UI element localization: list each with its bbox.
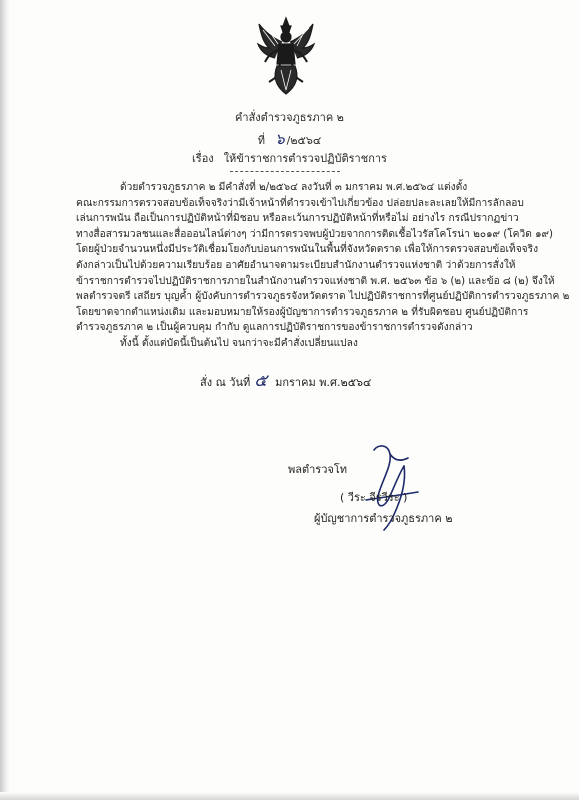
signer-rank: พลตำรวจโท (288, 463, 348, 476)
order-number-year: /๒๕๖๔ (286, 134, 322, 147)
body-line: โดยขาดจากตำแหน่งเดิม และมอบหมายให้รองผู้บัญชาการตำรวจภูธรภาค ๒ ที่รับผิดชอบ ศูนย์ปฏิบัติการ (76, 306, 529, 318)
order-title: คำสั่งตำรวจภูธรภาค ๒ (235, 111, 344, 124)
header-divider (230, 171, 340, 172)
garuda-emblem-icon (255, 16, 317, 98)
body-line-effective: ทั้งนี้ ตั้งแต่บัดนี้เป็นต้นไป จนกว่าจะมีคำสั่งเปลี่ยนแปลง (120, 337, 358, 349)
ordered-date-prefix: สั่ง ณ วันที่ (200, 376, 251, 389)
order-number (0, 127, 579, 151)
order-number-label: ที่ (257, 134, 266, 147)
order-body (76, 180, 570, 352)
body-line: ทางสื่อสารมวลชนและสื่อออนไลน์ต่างๆ ว่ามีการตรวจพบผู้ป่วยจากการติดเชื้อไวรัสโคโรน่า ๒๐๑๙ (โควิด ๑๙) (76, 228, 553, 240)
body-line: พลตำรวจตรี เสถียร บุญค้ำ ผู้บังคับการตำรวจภูธรจังหวัดตราด ไปปฏิบัติราชการที่ศูนย์ปฏิบัติการตำรวจภูธรภาค ๒ (76, 291, 570, 303)
signer-name: ( วีระ จีรวีระ ) (340, 491, 408, 504)
body-line: ดังกล่าวเป็นไปด้วยความเรียบร้อย อาศัยอำนาจตามระเบียบสำนักงานตำรวจแห่งชาติ ว่าด้วยการสั่งให้ (76, 259, 516, 271)
page-shadow-bottom (0, 792, 579, 800)
body-line: ด้วยตำรวจภูธรภาค ๒ มีคำสั่งที่ ๒/๒๕๖๔ ลงวันที่ ๓ มกราคม พ.ศ.๒๕๖๔ แต่งตั้ง (120, 182, 468, 193)
body-line: ตำรวจภูธรภาค ๒ เป็นผู้ควบคุม กำกับ ดูแลการปฏิบัติราชการของข้าราชการตำรวจดังกล่าว (76, 322, 473, 334)
subject-text: ให้ข้าราชการตำรวจปฏิบัติราชการ (223, 152, 387, 165)
subject-label: เรื่อง (192, 152, 214, 165)
order-number-handwritten: ๖ (275, 130, 285, 148)
signer-title: ผู้บัญชาการตำรวจภูธรภาค ๒ (314, 512, 453, 525)
order-subject (0, 149, 579, 167)
ordered-day-handwritten: ๕ (254, 371, 268, 391)
body-line: ข้าราชการตำรวจไปปฏิบัติราชการภายในสำนักงานตำรวจแห่งชาติ พ.ศ. ๒๕๖๓ ข้อ ๖ (๒) และข้อ ๘ (๒) จึงให้ (76, 275, 555, 287)
ordered-date (200, 367, 371, 394)
body-line: เล่นการพนัน ถือเป็นการปฏิบัติหน้าที่มิชอบ หรือละเว้นการปฏิบัติหน้าที่หรือไม่ อย่างไร กรณีปรากฏข่าว (76, 213, 519, 225)
ordered-month-year: มกราคม พ.ศ.๒๕๖๔ (275, 376, 372, 389)
body-line: โดยผู้ป่วยจำนวนหนึ่งมีประวัติเชื่อมโยงกับบ่อนการพนันในพื้นที่จังหวัดตราด เพื่อให้การตรวจสอบข้อเท็จจริง (76, 244, 539, 256)
body-line: คณะกรรมการตรวจสอบข้อเท็จจริงว่ามีเจ้าหน้าที่ตำรวจเข้าไปเกี่ยวข้อง ปล่อยปละละเลยให้มีการลักลอบ (76, 197, 524, 209)
